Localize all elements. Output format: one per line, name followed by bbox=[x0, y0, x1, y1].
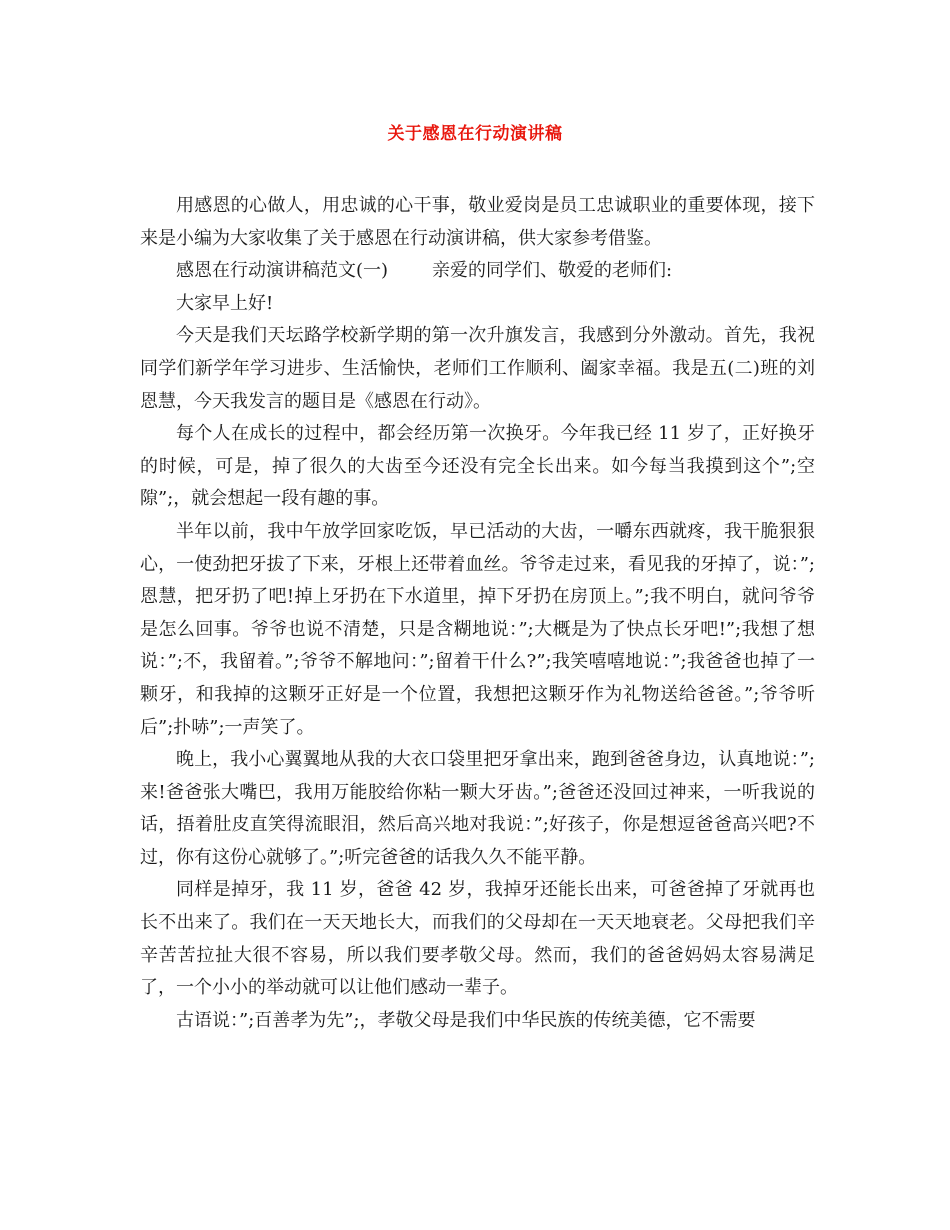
paragraph-intro: 用感恩的心做人，用忠诚的心干事，敬业爱岗是员工忠诚职业的重要体现，接下来是小编为大家收集了关于感恩在行动演讲稿，供大家参考借鉴。 bbox=[140, 195, 815, 249]
paragraph-3: 半年以前，我中午放学回家吃饭，早已活动的大齿，一嚼东西就疼，我干脆狠狠心，一使劲把牙拔了下来，牙根上还带着血丝。爷爷走过来，看见我的牙掉了，说：”;恩慧，把牙扔了吧!掉上牙扔在下水道里，掉下牙扔在房顶上。”;我不明白，就问爷爷是怎么回事。爷爷也说不清楚，只是含糊地说：”;大概是为了快点长牙吧!”;我想了想说：”;不，我留着。”;爷爷不解地问：”;留着干什么?”;我笑嘻嘻地说：”;我爸爸也掉了一颗牙，和我掉的这颗牙正好是一个位置，我想把这颗牙作为礼物送给爸爸。”;爷爷听后”;扑哧”;一声笑了。 bbox=[140, 520, 815, 738]
paragraph-5: 同样是掉牙，我 11 岁，爸爸 42 岁，我掉牙还能长出来，可爸爸掉了牙就再也长不出来了。我们在一天天地长大，而我们的父母却在一天天地衰老。父母把我们辛辛苦苦拉扯大很不容易，所以我们要孝敬父母。然而，我们的爸爸妈妈太容易满足了，一个小小的举动就可以让他们感动一辈子。 bbox=[140, 879, 815, 999]
document-title: 关于感恩在行动演讲稿 bbox=[387, 124, 563, 144]
paragraph-1: 今天是我们天坛路学校新学期的第一次升旗发言，我感到分外激动。首先，我祝同学们新学年学习进步、生活愉快，老师们工作顺利、阖家幸福。我是五(二)班的刘恩慧，今天我发言的题目是《感恩在行动》。 bbox=[140, 325, 815, 412]
paragraph-heading-line bbox=[140, 255, 815, 288]
document-body bbox=[140, 190, 815, 1037]
paragraph-6: 古语说：”;百善孝为先”;，孝敬父母是我们中华民族的传统美德，它不需要 bbox=[176, 1009, 756, 1031]
paragraph-4: 晚上，我小心翼翼地从我的大衣口袋里把牙拿出来，跑到爸爸身边，认真地说：”;来!爸爸张大嘴巴，我用万能胶给你粘一颗大牙齿。”;爸爸还没回过神来，一听我说的话，捂着肚皮直笑得流眼泪，然后高兴地对我说：”;好孩子，你是想逗爸爸高兴吧?不过，你有这份心就够了。”;听完爸爸的话我久久不能平静。 bbox=[140, 749, 815, 868]
paragraph-2: 每个人在成长的过程中，都会经历第一次换牙。今年我已经 11 岁了，正好换牙的时候，可是，掉了很久的大齿至今还没有完全长出来。如今每当我摸到这个”;空隙”;，就会想起一段有趣的事。 bbox=[140, 423, 815, 510]
salutation: 亲爱的同学们、敬爱的老师们: bbox=[432, 260, 673, 282]
paragraph-greeting: 大家早上好! bbox=[176, 292, 274, 314]
section-heading: 感恩在行动演讲稿范文(一) bbox=[176, 260, 389, 282]
